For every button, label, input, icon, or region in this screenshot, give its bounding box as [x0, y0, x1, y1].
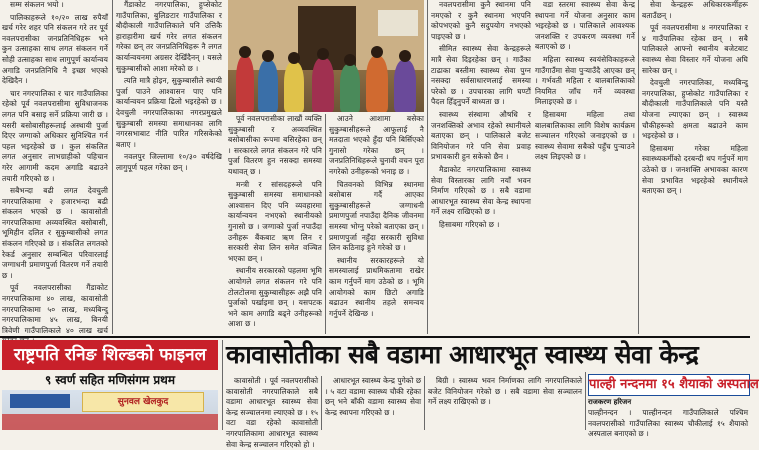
paragraph: नवलपुर जिल्लामा १०/३० वर्षदेखि लागुपूर्ण पहल गरेका छन् ।	[116, 152, 222, 172]
paragraph: गैंडाकोट नगरपालिका, हुप्सेकोट गाउँपालिका, बुलिङटार गाउँपालिका र बौदीकाली गाउँपालिकाले पनि उत्तिकै हाराहारीमा खर्च गरेर लगत संकलन गरेका छन् तर जनप्रतिनिधिहरू नै लगत कार्यान्वयनमा अग्रसर देखिँदैनन् । यसले सुकुम्बासीको आशा मरेको छ ।	[116, 0, 222, 73]
article-column-1	[2, 0, 108, 334]
photo-banner-text: सुनवल खेलकुद	[82, 392, 204, 412]
byline: राजकरण हरिजन	[588, 398, 632, 406]
article-column-3	[228, 114, 322, 334]
paragraph: सबैभन्दा बढी लगत देवचुली नगरपालिकामा २ हजारभन्दा बढी संकलन भएको छ । कावासोती नगरपालिकामा अव्यवस्थित बसोबासी, भूमिहीन दलित र सुकुम्बासीको लगत संकलन गरिएको छ । संकलित लगतको रेकर्ड अनुसार सम्बन्धित परिवारलाई जग्गाधनी प्रमाणपुर्जा वितरण गर्ने तयारी छ ।	[2, 186, 108, 280]
paragraph: पूर्व नवलपरासीका लाखौं व्यक्ति सुकुम्बासी र अव्यवस्थित बसोबासीका रूपमा बसिरहेका छन् । सरकारले लगत संकलन गरे पनि पुर्जा वितरण हुन नसक्दा समस्या यथावत् छ ।	[228, 114, 322, 176]
paragraph: देवचुली नगरपालिका, मध्यबिन्दु नगरपालिका, हुप्सेकोट गाउँपालिका र बौदीकाली गाउँपालिकाले पनि यस्तै योजना ल्याएका छन् । स्वास्थ्य चौकीहरूको क्षमता बढाउने काम भइरहेको छ ।	[642, 78, 748, 141]
paragraph: पूर्व नवलपरासीका गैंडाकोट नगरपालिकामा ४० लाख, कावासोती नगरपालिकामा ५० लाख, मध्यबिन्दु नगरपालिकामा ४५ लाख, बिनयी त्रिवेणी गाउँपालिकाले ४० लाख खर्च	[2, 283, 108, 335]
lower-column-1	[226, 376, 318, 449]
column-divider	[638, 0, 639, 334]
lower-column-3	[428, 376, 582, 430]
flag-icon	[10, 394, 70, 408]
paragraph: हिसाबमा महिला तथा बालबालिकाका लागि विशेष कार्यक्रम सञ्चालन गरिएको जनाइएको छ । स्वास्थ्य सेवामा सबैको पहुँच पुर्‍याउने लक्ष्य लिइएको छ ।	[535, 109, 635, 162]
column-divider	[427, 0, 428, 334]
paragraph: महिला स्वास्थ्य स्वयंसेविकाहरूले गाउँगाउँमा सेवा पुर्‍याउँदै आएका छन् । गर्भवती महिला र बालबालिकाको नियमित जाँच गर्ने व्यवस्था मिलाइएको छ ।	[535, 54, 635, 107]
paragraph: सेवा केन्द्रहरू अधिकारकर्मीहरू बताउँछन् ।	[642, 0, 748, 20]
paragraph: वडा स्तरमा स्वास्थ्य सेवा केन्द्र स्थापना गर्ने योजना अनुसार काम भइरहेको छ । पालिकाले आवश्यक जनशक्ति र उपकरण व्यवस्था गर्ने बताएको छ ।	[535, 0, 635, 52]
column-divider	[424, 376, 425, 430]
paragraph: हिसाबमा गरेका महिला स्वास्थ्यकर्मीको दरबन्दी थप गर्नुपर्ने माग उठेको छ । जनशक्ति अभावका कारण सेवा प्रभावित भइरहेको स्थानीयले बताएका छन् ।	[642, 143, 748, 196]
lower-column-2	[325, 376, 421, 430]
paragraph: पूर्व नवलपरासीमा ४ नगरपालिका र ४ गाउँपालिका रहेका छन् । सबै पालिकाले आफ्नो स्थानीय बजेटबाट स्वास्थ्य सेवा विस्तार गर्ने योजना अघि सारेका छन् ।	[642, 23, 748, 75]
article-column-4	[329, 114, 424, 334]
column-divider	[222, 340, 223, 430]
paragraph: स्वास्थ्य संस्थामा औषधि र जनशक्तिको अभाव रहेको स्थानीयले बताएका छन् । पालिकाले बजेट विनियोजन गरे पनि सेवा प्रवाह प्रभावकारी हुन सकेको छैन ।	[431, 109, 531, 162]
sports-photo	[2, 390, 218, 430]
article-column-5	[431, 0, 531, 334]
article-column-7	[642, 0, 748, 334]
paragraph: हिसाबमा गरिएको छ ।	[439, 219, 500, 229]
column-divider	[585, 372, 586, 430]
paragraph: स्थानीय सरकारको पहलमा भूमि आयोगले लगत संकलन गरे पनि टोलटोलमा सुकुम्बासीहरू अझै पनि पुर्जाको पर्खाइमा छन् । यसपटक भने काम अगाडि बढ्ने उनीहरूको आशा छ ।	[228, 266, 322, 329]
sports-subheadline: ९ स्वर्ण सहित मणिसंगम प्रथम	[44, 373, 176, 387]
paragraph: सीमित स्वास्थ्य सेवा केन्द्रहरूले मात्रै सेवा दिइरहेका छन् । गाउँका टाढाका बस्तीमा स्वास्थ्य सेवा पुग्न नसक्दा सर्वसाधारणलाई समस्या परेको छ । उपचारका लागि घण्टौं पैदल हिँड्नुपर्ने बाध्यता छ ।	[431, 44, 531, 107]
news-photo	[228, 0, 424, 112]
paragraph: चितवनको विभिन्न स्थानमा बसोबास गर्दै आएका सुकुम्बासीहरूले जग्गाधनी प्रमाणपुर्जा नपाउँदा दैनिक जीवनमा समस्या भोग्नु परेको बताएका छन् । प्रमाणपुर्जा नहुँदा सरकारी सुविधा लिन कठिनाइ हुने गरेको छ ।	[329, 179, 424, 253]
article-column-2	[116, 0, 222, 334]
paragraph: त्यति मात्रै होइन, सुकुम्बासीले स्थायी पुर्जा पाउने आश्वासन पाए पनि कार्यान्वयन प्रक्रिया ढिलो भइरहेको छ । देवचुली नगरपालिकाका नगरप्रमुखले सुकुम्बासी समस्या समाधानका लागि नगरसभाबाट नीति पारित गरिसकेको बताए ।	[116, 76, 222, 149]
paragraph: आउने आशामा बसेका सुकुम्बासीहरूले आफूलाई नै मतदाता भएको हुँदा पनि बिर्सिएको गुनासो गरेका छन् । जनप्रतिनिधिहरूले चुनावी वचन पूरा नगरेको उनीहरूको भनाइ छ ।	[329, 114, 424, 176]
paragraph: कावासोती । पूर्व नवलपरासीको कावासोती नगरपालिकाले सबै वडामा आधारभूत स्वास्थ्य सेवा केन्द्र सञ्चालनमा ल्याएको छ । १५ वटा वडा रहेको कावासोती नगरपालिकामा आधारभूत स्वास्थ्य सेवा केन्द्र सञ्चालन गरिएको हो ।	[226, 376, 318, 449]
paragraph: स्थानीय सरकारहरूले यो समस्यालाई प्राथमिकतामा राखेर काम गर्नुपर्ने माग उठेको छ । भूमि आयोगको काम छिटो अगाडि बढाउन स्थानीय तहले समन्वय गर्नुपर्ने देखिन्छ ।	[329, 255, 424, 318]
sports-headline: राष्ट्रपति रनिङ शिल्डको फाइनल	[2, 340, 218, 370]
paragraph: पाल्हीनन्दन । पाल्हीनन्दन गाउँपालिकाले पश्चिम नवलपरासीको गाउँपालिका स्वास्थ्य चौकीलाई १५ शैयाको अस्पताल बनाएको छ ।	[588, 408, 748, 439]
paragraph: मैडाकोट नगरपालिकामा स्वास्थ्य सेवा विस्तारका लागि नयाँ भवन निर्माण गरिएको छ । सबै वडामा आधारभूत स्वास्थ्य सेवा केन्द्र स्थापना गर्ने लक्ष्य राखिएको छ ।	[431, 164, 531, 217]
column-divider	[325, 114, 326, 334]
paragraph: पालिकाहरूले १०/२० लाख रुपैयाँ खर्च गरेर शहर पनि संकलन गरे तर पूर्व नवलपरासीका जनप्रतिनिधिहरू भने कुन उत्साहका साथ लगत संकलन गर्ने सोही उत्साहका साथ लागुपूर्ण कार्यान्वय अगाडि जनप्रतिनिधि नै इच्छा भएको देखिदैन ।	[2, 12, 108, 86]
column-divider	[112, 0, 113, 334]
column-divider	[321, 376, 322, 430]
paragraph: नवलपरासीमा कुनै स्थानमा पनि नमएको र कुनै स्थानमा भएपनि कोपभएको कुनै सदुपयोग नभएको पाइएको छ ।	[431, 0, 531, 41]
paragraph: आधारभूत स्वास्थ्य केन्द्र पुगेको छ । ५ वटा वडामा स्वास्थ्य चौकी रहेका छन् भने बाँकी वडामा स्वास्थ्य सेवा केन्द्र स्थापना गरिएको छ ।	[325, 376, 421, 417]
paragraph: बिग्री । स्वास्थ्य भवन निर्माणका लागि नगरपालिकाले बजेट विनियोजन गरेको छ । सबै वडामा सेवा सञ्चालन गर्ने लक्ष्य राखिएको छ ।	[428, 376, 582, 407]
paragraph: सम्म संकलन भयो ।	[10, 0, 64, 9]
hospital-story-body	[588, 408, 748, 439]
hospital-headline: पाल्ही नन्दनमा १५ शैयाको अस्पताल	[588, 374, 750, 396]
paragraph: चार नगरपालिका र चार गाउँपालिका रहेको पूर्व नवलपरासीमा सुविधाजनक लगत पनि बसाइ सर्ने प्रक्रिया जारी छ । यसरी बसोबासीहरूलाई अस्थायी पुर्जा दिएर जग्गाको अधिकार सुनिश्चित गर्न पहल भइरहेको छ । कुल संकलित लगत अनुसार लाभग्राहीको पहिचान गरेर आगामी कदम अगाडि बढाउने तयारी गरिएको छ ।	[2, 88, 108, 183]
main-headline: कावासोतीका सबै वडामा आधारभूत स्वास्थ्य सेवा केन्द्र	[226, 340, 699, 369]
paragraph: मन्त्री र सांसदहरूले पनि सुकुम्बासी समस्या समाधानको आश्वासन दिए पनि व्यवहारमा कार्यान्वयन नभएको स्थानीयको गुनासो छ । जग्गाको पुर्जा नपाउँदा उनीहरू बैंकबाट ऋण लिन र सरकारी सेवा लिन समेत वञ्चित भएका छन् ।	[228, 179, 322, 263]
article-column-6	[535, 0, 635, 334]
